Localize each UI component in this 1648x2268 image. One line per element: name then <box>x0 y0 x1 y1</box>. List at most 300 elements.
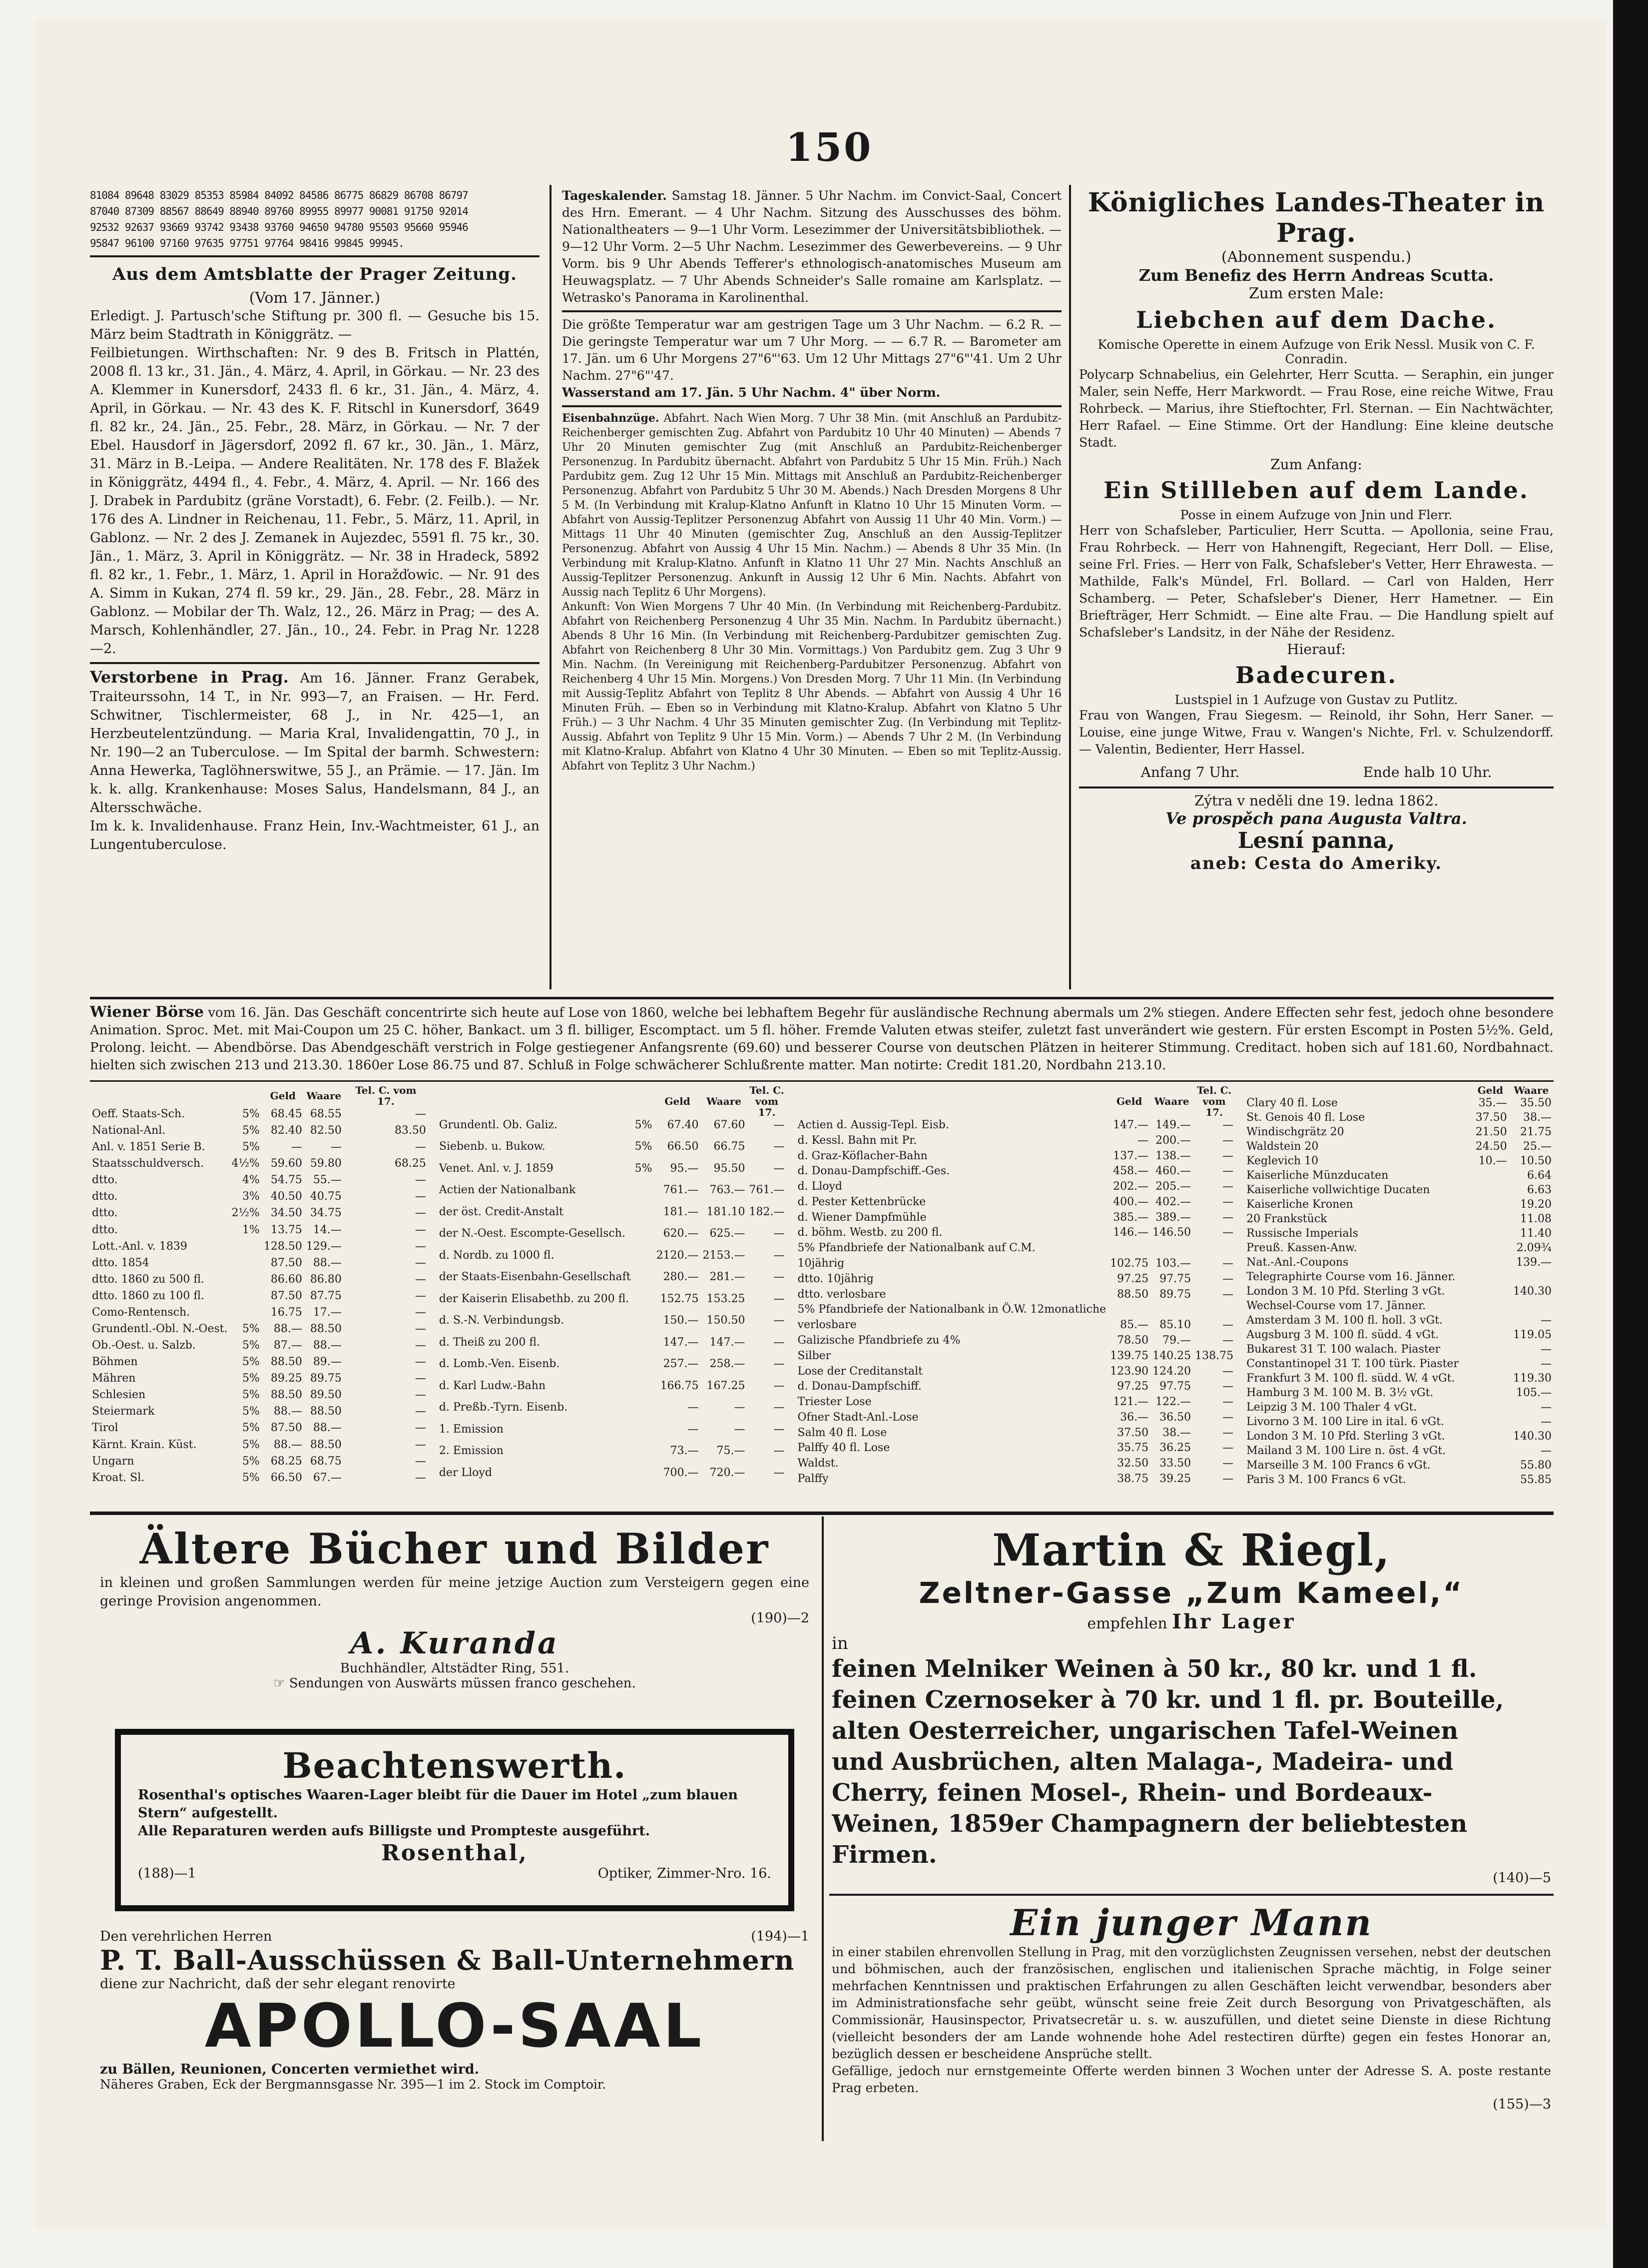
table-cell: — <box>415 1306 426 1319</box>
eisenbahn-abfahrt: Abfahrt. Nach Wien Morg. 7 Uhr 38 Min. (mit Anschluß an Pardubitz-Reichenberger gemischten Zug. Abfahrt von Pardubitz 10 Uhr 40 Minuten) — Abends 7 Uhr 20 Minuten gemischter Zug (mit Anschluß an Pardubitz-Reichenberger Personenzug. In Pardubitz übernacht. Abfahrt von Pardubitz 5 Uhr 15 Min. Früh.) Nach Pardubitz gem. Zug 12 Uhr 15 Min. Mittags mit Anschluß an Pardubitz-Reichenberger Personenzug. Abfahrt von Pardubitz 5 Uhr 30 M. Abends.) Nach Dresden Morgens 8 Uhr 5 M. (In Verbindung mit Kralup-Klatno Anfunft in Klatno 10 Uhr 15 Minuten Vorm. — Abfahrt von Aussig-Teplitzer Personenzug Abfahrt von Aussig 11 Uhr 40 Min. Vorm.) — Mittags 11 Uhr 40 Minuten (gemischter Zug, Anschluß an den Aussig-Teplitzer Personenzug. Abfahrt von Aussig 4 Uhr 15 Min. Nachm.) — Abends 8 Uhr 35 Min. (In Verbindung mit Kralup-Klatno. Anfunft in Klatno 11 Uhr 27 Min. Nachts Anschluß an Aussig-Teplitzer Personenzug. Ankunft in Aussig 12 Uhr 6 Min. Nachts. Abfahrt von Aussig nach Teplitz 6 Uhr Morgens). <box>562 412 1062 599</box>
table-cell: 166.75 <box>660 1379 699 1392</box>
table-cell: — <box>773 1379 785 1392</box>
table-cell: 5% Pfandbriefe der Nationalbank auf C.M. <box>797 1242 1036 1255</box>
table-cell: 182.— <box>749 1205 785 1218</box>
table-cell: — <box>1222 1288 1234 1301</box>
table-cell: dtto. <box>92 1174 118 1187</box>
table-cell: 2153.— <box>702 1249 745 1262</box>
table-cell: — <box>773 1314 785 1327</box>
table-cell: — <box>1222 1272 1234 1285</box>
wine-ad <box>832 1524 1551 1894</box>
eisenbahn-ankunft: Ankunft: Von Wien Morgens 7 Uhr 40 Min. (In Verbindung mit Reichenberg-Pardubitz. Abfahrt von Reichenberg Personenzug 4 Uhr 35 Min. Nachm. In Pardubitz übernacht.) Abends 8 Uhr 16 Min. (In Verbindung mit Reichenberg-Pardubitzer gemischten Zug. Abfahrt von Reichenberg 8 Uhr 30 Min. Vormittags.) Von Pardubitz gem. Zug 3 Uhr 9 Min. Nachm. (In Vereinigung mit Reichenberg-Pardubitzer Personenzug. Abfahrt von Reichenberg 4 Uhr 15 Min. Morgens.) Von Dresden Morg. 7 Uhr 11 Min. (In Verbindung mit Aussig-Teplitz Abfahrt von Teplitz 8 Uhr Abends. — Abfahrt von Aussig 4 Uhr 16 Minuten Früh. — Eben so in Verbindung mit Klatno-Kralup. Abfahrt von Klatno 5 Uhr Früh.) — 3 Uhr Nachm. 4 Uhr 35 Minuten gemischter Zug. (In Verbindung mit Teplitz-Aussig. Abfahrt von Teplitz 9 Uhr 15 Min. Vorm.) — Abends 7 Uhr 2 M. (In Verbindung mit Klatno-Kralup. Abfahrt von Klatno 4 Uhr 30 Minuten. — Eben so mit Teplitz-Aussig. Abfahrt von Teplitz 3 Uhr Nachm.) <box>562 601 1062 772</box>
table-cell: Lott.-Anl. v. 1839 <box>92 1240 187 1253</box>
table-row <box>1244 1270 1554 1284</box>
table-cell: — <box>415 1323 426 1336</box>
rosenthal-ref: (188)—1 <box>138 1866 196 1881</box>
rosenthal-title: Beachtenswerth. <box>282 1745 627 1786</box>
play-desc-2: Posse in einem Aufzuge von Jnin und Flerr. <box>1180 508 1453 522</box>
table-cell: Wechsel-Course vom 17. Jänner. <box>1246 1300 1426 1312</box>
lottery-line: 95847 96100 97160 97635 97751 97764 98416 99845 99945. <box>90 237 404 249</box>
table-cell: 78.50 <box>1117 1334 1149 1347</box>
table-row <box>437 1161 787 1183</box>
table-cell: — <box>773 1271 785 1284</box>
table-cell: Russische Imperials <box>1246 1227 1358 1240</box>
table-row <box>437 1118 787 1139</box>
young-man-title: Ein junger Mann <box>1010 1901 1373 1944</box>
table-cell: — <box>734 1423 745 1436</box>
table-cell: — <box>773 1162 785 1175</box>
czech-subtitle: aneb: Cesta do Ameriky. <box>1190 853 1443 873</box>
apollo-hall: APOLLO-SAAL <box>204 1992 705 2061</box>
table-cell: 68.45 <box>270 1108 302 1120</box>
table-cell: — <box>1222 1149 1234 1162</box>
table-cell: 67.60 <box>713 1119 745 1131</box>
bourse-table-2 <box>437 1085 787 1487</box>
table-cell: 11.08 <box>1520 1213 1552 1225</box>
end-time: Ende halb 10 Uhr. <box>1363 764 1492 780</box>
table-cell <box>1472 1313 1509 1328</box>
table-cell: — <box>1222 1365 1234 1378</box>
table-row <box>90 1404 428 1421</box>
table-cell: 123.90 <box>1110 1365 1149 1378</box>
books-ad-ref: (190)—2 <box>751 1610 809 1626</box>
table-cell <box>1472 1429 1509 1444</box>
section-rule <box>90 1512 1554 1515</box>
table-cell: der öst. Credit-Anstalt <box>439 1205 563 1218</box>
table-row <box>90 1438 428 1454</box>
table-cell: 205.— <box>1155 1180 1191 1193</box>
table-cell <box>1509 1270 1554 1284</box>
table-cell <box>1193 1302 1235 1318</box>
table-cell: 5% <box>242 1356 260 1369</box>
table-cell: 88.— <box>273 1405 302 1418</box>
table-cell: 97.25 <box>1117 1380 1149 1393</box>
table-cell: 59.80 <box>310 1157 342 1170</box>
eisenbahn-title: Eisenbahnzüge. <box>562 412 659 425</box>
table-row <box>1244 1154 1554 1168</box>
table-row <box>90 1338 428 1355</box>
table-row <box>437 1335 787 1357</box>
table-cell: 54.75 <box>270 1174 302 1187</box>
table-row <box>90 1322 428 1338</box>
table-row <box>796 1456 1236 1472</box>
table-cell: 59.60 <box>270 1157 302 1170</box>
table-cell: d. Nordb. zu 1000 fl. <box>439 1249 554 1262</box>
table-cell: 20 Frankstück <box>1246 1213 1327 1225</box>
table-cell: 129.— <box>306 1240 342 1253</box>
table-cell: 21.75 <box>1520 1126 1552 1138</box>
table-cell: — <box>1222 1195 1234 1208</box>
wine-ad-lager: Ihr Lager <box>1172 1610 1296 1633</box>
table-cell: 152.75 <box>660 1292 699 1305</box>
table-cell: Ungarn <box>92 1455 134 1468</box>
table-cell <box>1150 1302 1193 1318</box>
table-cell <box>1472 1328 1509 1342</box>
table-cell: 95.— <box>670 1162 699 1175</box>
table-cell: 88.— <box>313 1256 342 1269</box>
table-cell: Grundentl.-Obl. N.-Oest. <box>92 1323 228 1336</box>
table-cell: 146.50 <box>1152 1226 1191 1239</box>
table-cell: 720.— <box>709 1466 745 1479</box>
apollo-ref: (194)—1 <box>751 1929 809 1944</box>
table-cell: der N.-Oest. Escompte-Gesellsch. <box>439 1227 625 1240</box>
table-cell: 66.50 <box>270 1471 302 1484</box>
table-cell: 88.50 <box>270 1389 302 1402</box>
table-row <box>1244 1429 1554 1444</box>
table-cell: Staatsschuldversch. <box>92 1157 204 1170</box>
table-cell: 5% <box>242 1471 260 1484</box>
table-cell: Schlesien <box>92 1389 146 1402</box>
table-row <box>1244 1168 1554 1183</box>
bourse-header: Geld <box>270 1090 296 1102</box>
table-cell <box>1472 1270 1509 1284</box>
anfang-label: Zum Anfang: <box>1270 456 1362 473</box>
table-row <box>437 1400 787 1422</box>
table-row <box>796 1379 1236 1395</box>
table-cell: — <box>415 1438 426 1451</box>
czech-play: Lesní panna, <box>1237 828 1395 853</box>
wine-ad-in: in <box>832 1633 848 1653</box>
table-cell: 35.50 <box>1520 1097 1552 1109</box>
table-row <box>1244 1125 1554 1139</box>
table-cell: — <box>773 1140 785 1153</box>
table-cell <box>633 1313 654 1335</box>
table-cell: 21.50 <box>1475 1126 1507 1138</box>
table-cell: 79.— <box>1162 1334 1191 1347</box>
table-cell: Ob.-Oest. u. Salzb. <box>92 1339 196 1352</box>
table-cell: 55.80 <box>1520 1459 1552 1472</box>
table-cell: 140.25 <box>1152 1349 1191 1362</box>
play-desc-1: Komische Operette in einem Aufzuge von Erik Nessl. Musik von C. F. Conradin. <box>1098 337 1535 366</box>
table-cell <box>633 1400 654 1422</box>
column-rule <box>549 185 551 989</box>
rosenthal-address: Optiker, Zimmer-Nro. 16. <box>597 1866 771 1881</box>
table-row <box>437 1357 787 1378</box>
table-cell: — <box>773 1119 785 1131</box>
table-cell: Silber <box>797 1349 831 1362</box>
table-cell: 89.— <box>313 1356 342 1369</box>
table-cell: 68.25 <box>270 1455 302 1468</box>
table-row <box>796 1133 1236 1149</box>
table-row <box>437 1313 787 1335</box>
table-cell: Augsburg 3 M. 100 fl. südd. 4 vGt. <box>1246 1329 1439 1341</box>
table-cell: Nat.-Anl.-Coupons <box>1246 1256 1349 1269</box>
table-cell <box>1108 1241 1150 1256</box>
table-cell: 147.— <box>1113 1119 1149 1131</box>
table-cell: 146.— <box>1113 1226 1149 1239</box>
table-cell: Windischgrätz 20 <box>1246 1126 1344 1138</box>
table-cell <box>1472 1473 1509 1487</box>
apollo-ad <box>100 1929 809 2144</box>
table-cell: 38.— <box>1523 1111 1552 1124</box>
table-cell: 5% <box>634 1140 652 1153</box>
table-cell <box>1108 1302 1150 1318</box>
table-cell: 73.— <box>670 1445 699 1458</box>
table-cell: 258.— <box>709 1358 745 1371</box>
lottery-numbers <box>90 187 540 251</box>
table-row <box>1244 1110 1554 1125</box>
table-cell: 3% <box>242 1190 260 1203</box>
table-cell: Clary 40 fl. Lose <box>1246 1097 1338 1109</box>
table-cell: dtto. 1860 zu 500 fl. <box>92 1273 204 1286</box>
amtsblatt-paragraph: Erledigt. J. Partusch'sche Stiftung pr. 300 fl. — Gesuche bis 15. März beim Stadtrath in Königgrätz. — <box>90 308 540 342</box>
table-cell: 87.— <box>273 1339 302 1352</box>
table-cell: — <box>1541 1314 1552 1327</box>
table-cell: — <box>330 1141 342 1154</box>
table-row <box>796 1349 1236 1364</box>
table-cell <box>633 1357 654 1378</box>
divider <box>90 255 540 257</box>
table-cell: 35.— <box>1478 1097 1507 1109</box>
water-level: Wasserstand am 17. Jän. 5 Uhr Nachm. 4" über Norm. <box>562 385 941 400</box>
table-row <box>1244 1197 1554 1212</box>
table-row <box>90 1123 428 1140</box>
books-ad <box>100 1524 809 1694</box>
wine-ad-ref: (140)—5 <box>1493 1870 1551 1886</box>
table-cell: 2½% <box>231 1207 260 1220</box>
column-rule <box>1069 185 1071 989</box>
table-row <box>90 1388 428 1404</box>
table-cell <box>1472 1183 1509 1197</box>
table-cell: der Kaiserin Elisabethb. zu 200 fl. <box>439 1292 629 1305</box>
bourse-header: Tel. C. vom 17. <box>1196 1084 1232 1118</box>
table-cell: 14.— <box>313 1223 342 1236</box>
table-cell: 68.55 <box>310 1108 342 1120</box>
boerse-title: Wiener Börse <box>90 1003 204 1021</box>
table-cell: 34.50 <box>270 1207 302 1220</box>
table-cell: 36.50 <box>1159 1411 1191 1424</box>
young-man-ad <box>832 1901 1551 2141</box>
table-cell: 402.— <box>1155 1195 1191 1208</box>
young-man-text: Gefällige, jedoch nur ernstgemeinte Offerte werden binnen 3 Wochen unter der Adresse S. A. poste restante Prag erbeten. <box>832 2064 1551 2095</box>
table-cell: Palffy 40 fl. Lose <box>797 1442 890 1455</box>
table-cell: Waldst. <box>797 1457 839 1470</box>
table-cell: d. Wiener Dampfmühle <box>797 1211 927 1224</box>
table-cell: — <box>1541 1445 1552 1457</box>
table-cell: 85.— <box>1120 1319 1149 1332</box>
bourse-header: Geld <box>1116 1095 1142 1107</box>
table-cell <box>1472 1226 1509 1241</box>
table-cell: 67.— <box>313 1471 342 1484</box>
table-cell: 149.— <box>1155 1119 1191 1131</box>
table-cell: Hamburg 3 M. 100 M. B. 3½ vGt. <box>1246 1387 1434 1399</box>
wine-line: und Ausbrüchen, alten Malaga-, Madeira- und <box>832 1748 1454 1776</box>
rosenthal-text: Alle Reparaturen werden aufs Billigste und Prompteste ausgeführt. <box>138 1823 650 1839</box>
table-cell: — <box>415 1141 426 1154</box>
table-cell <box>633 1444 654 1465</box>
table-cell: 460.— <box>1155 1165 1191 1178</box>
table-cell: — <box>1222 1134 1234 1147</box>
verstorbene-extra: Im k. k. Invalidenhause. Franz Hein, Inv.-Wachtmeister, 61 J., an Lungentuberculose. <box>90 818 540 852</box>
table-cell: Como-Rentensch. <box>92 1306 190 1319</box>
table-cell: 88.50 <box>310 1323 342 1336</box>
table-cell: 67.40 <box>667 1119 699 1131</box>
table-cell: Oeff. Staats-Sch. <box>92 1108 185 1120</box>
table-cell: 150.— <box>663 1314 699 1327</box>
table-cell: — <box>415 1356 426 1369</box>
theater-title: Königliches Landes-Theater in Prag. <box>1088 187 1545 248</box>
apollo-title: P. T. Ball-Ausschüssen & Ball-Unternehmern <box>100 1944 795 1976</box>
table-cell: — <box>1222 1396 1234 1409</box>
table-cell: 105.— <box>1516 1387 1552 1399</box>
table-cell: — <box>1222 1380 1234 1393</box>
table-cell: 167.25 <box>706 1379 745 1392</box>
verstorbene-title: Verstorbene in Prag. <box>90 668 289 687</box>
play-cast-1: Polycarp Schnabelius, ein Gelehrter, Herr Scutta. — Seraphin, ein junger Maler, sein Neffe, Herr Markwordt. — Frau Rose, eine reiche Witwe, Frau Rohrbeck. — Marius, ihre Stieftochter, Frl. Sternan. — Ein Nachtwächter, Herr Rafael. — Eine Stimme. Ort der Handlung: Eine kleine deutsche Stadt. <box>1079 367 1554 450</box>
table-cell: 1% <box>242 1223 260 1236</box>
table-cell: Telegraphirte Course vom 16. Jänner. <box>1246 1271 1456 1283</box>
table-cell: 88.50 <box>310 1405 342 1418</box>
boerse-section <box>90 1003 1554 1508</box>
table-row <box>437 1466 787 1488</box>
table-cell: 458.— <box>1113 1165 1149 1178</box>
table-cell: 137.— <box>1113 1149 1149 1162</box>
table-cell: 19.20 <box>1520 1198 1552 1211</box>
table-cell: 88.50 <box>310 1438 342 1451</box>
table-cell <box>1509 1299 1554 1313</box>
table-cell <box>1472 1444 1509 1458</box>
table-cell: 10jährig <box>797 1257 845 1270</box>
table-cell: National-Anl. <box>92 1124 166 1137</box>
table-cell: 150.50 <box>706 1314 745 1327</box>
table-cell: 5% <box>242 1339 260 1352</box>
table-cell: Mailand 3 M. 100 Lire n. öst. 4 vGt. <box>1246 1445 1446 1457</box>
table-row <box>437 1226 787 1248</box>
books-ad-note: Sendungen von Auswärts müssen franco geschehen. <box>289 1676 636 1691</box>
table-row <box>437 1379 787 1400</box>
table-cell: 82.50 <box>310 1124 342 1137</box>
bourse-table-1 <box>90 1085 428 1487</box>
table-cell: dtto. <box>92 1223 118 1236</box>
table-cell: 389.— <box>1155 1211 1191 1224</box>
bourse-table-3 <box>796 1085 1236 1487</box>
table-cell: 400.— <box>1113 1195 1149 1208</box>
table-cell: 66.75 <box>713 1140 745 1153</box>
table-cell <box>230 1289 262 1305</box>
table-cell: 88.— <box>313 1339 342 1352</box>
table-cell: 85.10 <box>1159 1319 1191 1332</box>
table-cell <box>230 1305 262 1322</box>
table-row <box>1244 1284 1554 1299</box>
table-cell: 5% <box>242 1124 260 1137</box>
table-cell: 97.75 <box>1159 1380 1191 1393</box>
table-cell: 5% <box>242 1323 260 1336</box>
wine-ad-street: Zeltner-Gasse „Zum Kameel,“ <box>919 1576 1464 1610</box>
table-cell: 140.30 <box>1513 1285 1552 1298</box>
table-cell <box>1472 1400 1509 1415</box>
table-cell: Mähren <box>92 1372 136 1385</box>
table-cell: Böhmen <box>92 1356 138 1369</box>
table-cell: 89.75 <box>1159 1288 1191 1301</box>
table-cell: — <box>1541 1416 1552 1428</box>
apollo-address: Näheres Graben, Eck der Bergmannsgasse Nr. 395—1 im 2. Stock im Comptoir. <box>100 2077 606 2092</box>
table-cell <box>633 1422 654 1444</box>
table-cell: Steiermark <box>92 1405 155 1418</box>
table-row <box>796 1241 1236 1256</box>
table-cell: — <box>415 1422 426 1435</box>
divider <box>562 310 1062 312</box>
tageskalender-title: Tageskalender. <box>562 188 667 203</box>
table-cell: 181.— <box>663 1205 699 1218</box>
table-cell: 17.— <box>313 1306 342 1319</box>
table-row <box>796 1179 1236 1195</box>
verstorbene-text: Am 16. Jänner. Franz Gerabek, Traiteurssohn, 14 T., in Nr. 993—7, an Fraisen. — Hr. Ferd. Schwitner, Tischlermeister, 68 J., in Nr. 425—1, an Herzbeutelentzündung. — Maria Kral, Invalidengattin, 70 J., in Nr. 190—2 an Tuberculose. — Im Spital der barmh. Schwestern: Anna Hewerka, Taglöhnerswitwe, 55 J., an Prämie. — 17. Jän. Im k. k. allg. Krankenhause: Moses Salus, Handelsmann, 84 J., an Altersschwäche. <box>90 671 540 815</box>
column-rule <box>822 1516 824 2141</box>
table-cell: 25.— <box>1523 1140 1552 1153</box>
table-cell <box>633 1270 654 1291</box>
table-cell: 119.05 <box>1513 1329 1552 1341</box>
table-cell: 5% <box>242 1372 260 1385</box>
table-cell: 86.80 <box>310 1273 342 1286</box>
table-row <box>1244 1386 1554 1400</box>
table-cell: d. Karl Ludw.-Bahn <box>439 1379 546 1392</box>
table-cell: 128.50 <box>263 1240 302 1253</box>
play-cast-3: Frau von Wangen, Frau Siegesm. — Reinold, ihr Sohn, Herr Saner. — Louise, eine junge Witwe, Frau v. Wangen's Nichte, Frl. v. Schulzendorff. — Valentin, Bedienter, Herr Hassel. <box>1079 708 1554 756</box>
table-cell: 39.25 <box>1159 1472 1191 1485</box>
table-cell: London 3 M. 10 Pfd. Sterling 3 vGt. <box>1246 1285 1445 1298</box>
table-row <box>90 1173 428 1189</box>
table-row <box>1244 1342 1554 1357</box>
table-cell: der Lloyd <box>439 1466 492 1479</box>
table-cell: 5% <box>242 1389 260 1402</box>
table-cell: — <box>415 1339 426 1352</box>
table-cell <box>1472 1371 1509 1386</box>
table-cell: 103.— <box>1155 1257 1191 1270</box>
table-cell: 34.75 <box>310 1207 342 1220</box>
table-cell: 37.50 <box>1475 1111 1507 1124</box>
table-cell: — <box>415 1190 426 1203</box>
table-cell: 83.50 <box>394 1124 426 1137</box>
table-row <box>437 1248 787 1270</box>
table-cell: d. böhm. Westb. zu 200 fl. <box>797 1226 943 1239</box>
table-cell: 1. Emission <box>439 1423 504 1436</box>
czech-benefit: Ve prospěch pana Augusta Valtra. <box>1165 809 1467 828</box>
table-cell <box>633 1248 654 1270</box>
table-cell <box>1472 1212 1509 1226</box>
start-time: Anfang 7 Uhr. <box>1140 764 1240 780</box>
table-cell: 257.— <box>663 1358 699 1371</box>
table-cell: 36.25 <box>1159 1442 1191 1455</box>
table-cell: — <box>734 1401 745 1414</box>
table-row <box>1244 1212 1554 1226</box>
table-row <box>1244 1357 1554 1371</box>
table-row <box>90 1206 428 1222</box>
table-row <box>1244 1415 1554 1429</box>
table-cell: 40.75 <box>310 1190 342 1203</box>
table-cell: 140.30 <box>1513 1430 1552 1443</box>
table-row <box>90 1305 428 1322</box>
table-row <box>796 1426 1236 1441</box>
bourse-header: Waare <box>706 1095 741 1107</box>
table-cell: 89.50 <box>310 1389 342 1402</box>
table-cell: — <box>687 1423 699 1436</box>
play-desc-3: Lustspiel in 1 Aufzuge von Gustav zu Putlitz. <box>1174 693 1458 707</box>
table-cell: — <box>415 1240 426 1253</box>
table-cell <box>1472 1458 1509 1473</box>
table-cell: 5% <box>242 1438 260 1451</box>
table-cell: 181.10 <box>706 1205 745 1218</box>
table-cell: d. S.-N. Verbindungsb. <box>439 1314 564 1327</box>
table-cell: — <box>415 1174 426 1187</box>
bourse-header: Waare <box>1514 1084 1549 1096</box>
table-row <box>90 1107 428 1123</box>
table-cell <box>1472 1284 1509 1299</box>
bourse-header: Geld <box>664 1095 690 1107</box>
table-row <box>437 1444 787 1465</box>
table-cell: Bukarest 31 T. 100 walach. Piaster <box>1246 1343 1441 1356</box>
table-row <box>90 1471 428 1487</box>
table-cell: d. Graz-Köflacher-Bahn <box>797 1149 928 1162</box>
